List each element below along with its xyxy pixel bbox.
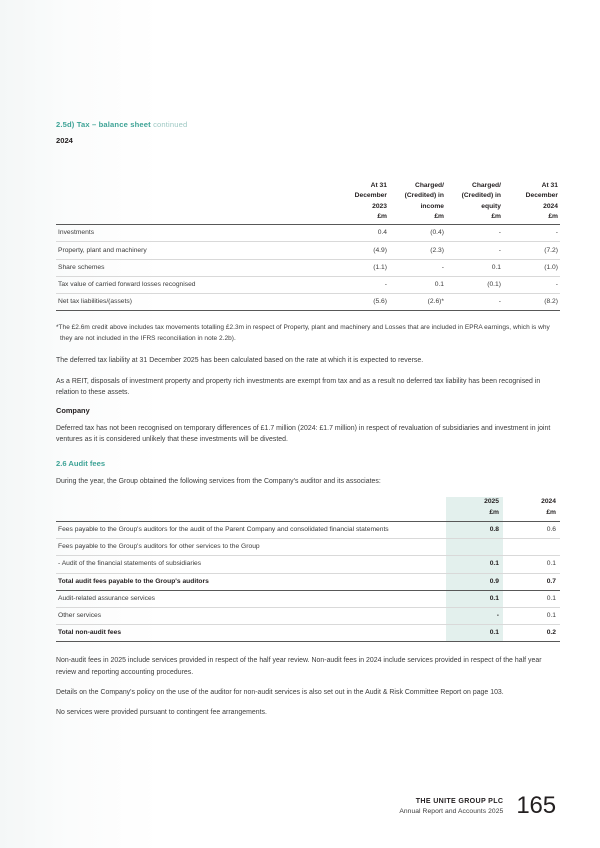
- table-total-row: [56, 625, 560, 642]
- page-number: 165: [516, 791, 556, 819]
- row-value-2024: 0.1: [503, 607, 560, 624]
- header-col1-line2: December: [354, 192, 387, 200]
- deferred-tax-footnote: *The £2.6m credit above includes tax movements totalling £2.3m in respect of Property, plant and machinery and Losses that are included in EPRA earnings, which is why they are not included in the IFRS reconciliation in note 2.2b).: [56, 324, 550, 342]
- row-label: Other services: [56, 607, 446, 624]
- row-value-2023: -: [332, 276, 389, 293]
- header-unit-col4: £m: [503, 212, 560, 225]
- table-row: [56, 539, 560, 556]
- row-value-2024: -: [503, 276, 560, 293]
- section-heading-main: 2.5d) Tax – balance sheet: [56, 120, 151, 129]
- header-col4-line3: 2024: [543, 202, 558, 210]
- row-value-2024: -: [503, 225, 560, 242]
- table-row: [56, 276, 560, 293]
- header-col3-line1: Charged/: [472, 182, 501, 190]
- header-blank: [56, 212, 332, 225]
- year-label: 2024: [56, 136, 73, 146]
- table-total-row: [56, 294, 560, 311]
- table-row: [56, 556, 560, 573]
- row-value-income: (2.3): [389, 242, 446, 259]
- row-value-equity: -: [446, 225, 503, 242]
- total-value-2025: 0.1: [446, 625, 503, 642]
- row-value-equity: 0.1: [446, 259, 503, 276]
- para-non-audit-fees: Non-audit fees in 2025 include services provided in respect of the half year review. Non-audit fees in 2024 include services provided in respect of the half year review and reporting accounting procedures.: [56, 657, 542, 676]
- para-reit: As a REIT, disposals of investment property and property rich investments are exempt from tax and as a result no deferred tax liability has been recognised in relation to these assets.: [56, 377, 541, 396]
- row-value-2025: 0.1: [446, 590, 503, 607]
- header-unit-col3: £m: [446, 212, 503, 225]
- para-auditor-policy: Details on the Company's policy on the use of the auditor for non-audit services is also set out in the Audit & Risk Committee Report on page 103.: [56, 688, 504, 696]
- footer-company-name: THE UNITE GROUP PLC: [415, 797, 504, 806]
- row-value-income: 0.1: [389, 276, 446, 293]
- row-value-2025: 0.8: [446, 521, 503, 538]
- header-blank: [56, 497, 446, 508]
- row-label: - Audit of the financial statements of subsidiaries: [56, 556, 446, 573]
- table-header-row-3: [56, 202, 560, 212]
- row-value-2024: [503, 539, 560, 556]
- row-value-2024: 0.6: [503, 521, 560, 538]
- row-value-2025: 0.1: [446, 556, 503, 573]
- table-header-row-1: [56, 181, 560, 191]
- header-blank: [56, 191, 332, 201]
- section-heading-continued: continued: [153, 120, 188, 129]
- row-value-equity: -: [446, 242, 503, 259]
- row-label: Share schemes: [56, 259, 332, 276]
- subtotal-label: Total audit fees payable to the Group's auditors: [56, 573, 446, 590]
- row-value-2024: 0.1: [503, 590, 560, 607]
- table-row: [56, 521, 560, 538]
- table-row: [56, 590, 560, 607]
- total-label: Net tax liabilities/(assets): [56, 294, 332, 311]
- header-blank: [56, 508, 446, 521]
- row-label: Property, plant and machinery: [56, 242, 332, 259]
- row-value-2024: (1.0): [503, 259, 560, 276]
- header-col2-line3: income: [420, 202, 444, 210]
- audit-header-row-years: [56, 497, 560, 508]
- header-unit-2025: £m: [446, 508, 503, 521]
- page-footer: [399, 791, 556, 819]
- audit-fees-table-body: [56, 521, 560, 642]
- total-value-2024: (8.2): [503, 294, 560, 311]
- header-col4-line2: December: [525, 192, 558, 200]
- row-label: Tax value of carried forward losses recognised: [56, 276, 332, 293]
- row-value-2024: 0.1: [503, 556, 560, 573]
- para-contingent-fees: No services were provided pursuant to contingent fee arrangements.: [56, 708, 267, 716]
- header-year-2025: 2025: [446, 497, 503, 508]
- table-row: [56, 259, 560, 276]
- deferred-tax-table-head: [56, 181, 560, 225]
- row-label: Fees payable to the Group's auditors for other services to the Group: [56, 539, 446, 556]
- row-value-2025: -: [446, 607, 503, 624]
- total-value-income: (2.6)*: [389, 294, 446, 311]
- deferred-tax-table-body: [56, 225, 560, 311]
- audit-fees-heading: 2.6 Audit fees: [56, 459, 106, 469]
- company-subheading: Company: [56, 405, 90, 415]
- total-value-equity: -: [446, 294, 503, 311]
- audit-fees-intro: During the year, the Group obtained the following services from the Company's auditor and its associates:: [56, 478, 381, 486]
- audit-fees-table-head: [56, 497, 560, 521]
- total-value-2023: (5.6): [332, 294, 389, 311]
- row-label: Investments: [56, 225, 332, 242]
- header-col3-line3: equity: [481, 202, 501, 210]
- header-col2-line2: (Credited) in: [404, 192, 444, 200]
- section-heading: [56, 120, 560, 129]
- footer-text-block: [399, 796, 503, 817]
- row-value-2023: (1.1): [332, 259, 389, 276]
- header-unit-col1: £m: [332, 212, 389, 225]
- row-label: Audit-related assurance services: [56, 590, 446, 607]
- table-header-row-2: [56, 191, 560, 201]
- row-value-2023: (4.9): [332, 242, 389, 259]
- deferred-tax-table: [56, 181, 560, 311]
- row-value-income: -: [389, 259, 446, 276]
- header-year-2024: 2024: [541, 498, 556, 506]
- header-blank: [56, 202, 332, 212]
- subtotal-value-2025: 0.9: [446, 573, 503, 590]
- row-value-2024: (7.2): [503, 242, 560, 259]
- header-col3-line2: (Credited) in: [461, 192, 501, 200]
- para-company-deferred-tax: Deferred tax has not been recognised on temporary differences of £1.7 million (2024: £1.7 million) in respect of revaluation of subsidiaries and investment in joint ventures as it is considered unlikely that these investments will be divested.: [56, 424, 551, 443]
- row-value-equity: (0.1): [446, 276, 503, 293]
- table-subtotal-row: [56, 573, 560, 590]
- audit-header-row-unit: [56, 508, 560, 521]
- total-value-2024: 0.2: [503, 625, 560, 642]
- row-label: Fees payable to the Group's auditors for the audit of the Parent Company and consolidated financial statements: [56, 521, 446, 538]
- page-content: [56, 120, 560, 727]
- row-value-2025: [446, 539, 503, 556]
- subtotal-value-2024: 0.7: [503, 573, 560, 590]
- total-label: Total non-audit fees: [56, 625, 446, 642]
- table-row: [56, 225, 560, 242]
- footer-report-title: Annual Report and Accounts 2025: [399, 807, 504, 815]
- table-row: [56, 242, 560, 259]
- para-deferred-rate: The deferred tax liability at 31 December 2025 has been calculated based on the rate at which it is expected to reverse.: [56, 357, 424, 365]
- header-blank: [56, 181, 332, 191]
- row-value-2023: 0.4: [332, 225, 389, 242]
- header-col2-line1: Charged/: [415, 182, 444, 190]
- header-unit-col2: £m: [389, 212, 446, 225]
- table-row: [56, 607, 560, 624]
- table-header-unit-row: [56, 212, 560, 225]
- audit-fees-table: [56, 497, 560, 642]
- row-value-income: (0.4): [389, 225, 446, 242]
- header-unit-2024: £m: [503, 508, 560, 521]
- header-col4-line1: At 31: [541, 182, 558, 190]
- header-col1-line3: 2023: [372, 202, 387, 210]
- header-col1-line1: At 31: [370, 182, 387, 190]
